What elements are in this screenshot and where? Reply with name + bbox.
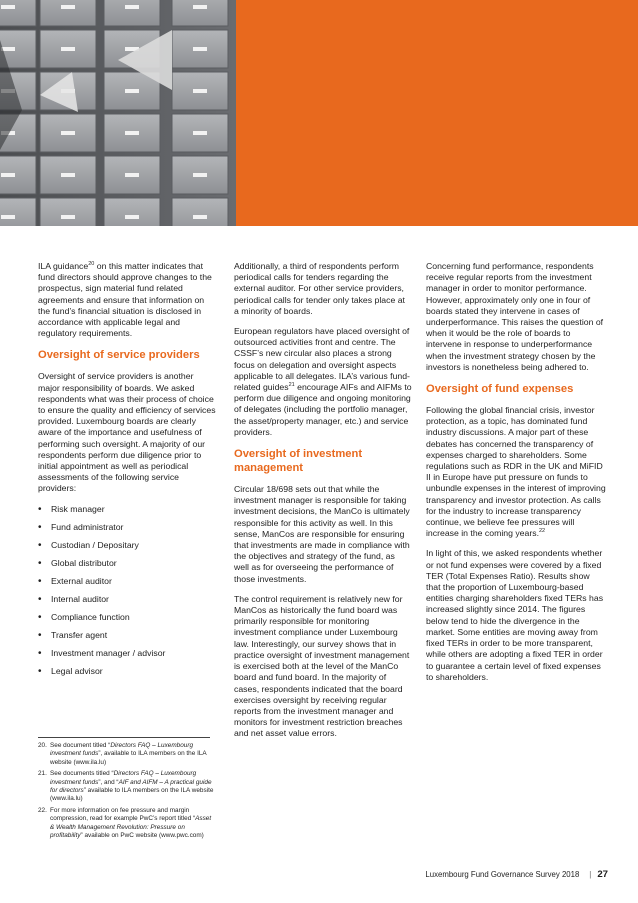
cabinet-drawer	[172, 198, 228, 226]
column-2	[234, 261, 412, 749]
cabinet-drawer	[40, 198, 96, 226]
drawer-handle	[125, 173, 139, 177]
drawer-handle	[61, 5, 75, 9]
list-item: • Internal auditor	[38, 594, 216, 612]
list-item: • External auditor	[38, 576, 216, 594]
list-item: • Compliance function	[38, 612, 216, 630]
page-number: 27	[597, 869, 608, 880]
drawer-handle	[193, 131, 207, 135]
tenders-paragraph: Additionally, a third of respondents perform periodical calls for tenders regarding the external auditor. For other service providers, periodical calls for tender only takes place at a minority of boards.	[234, 261, 405, 316]
financial-crisis-paragraph: Following the global financial crisis, investor protection, as a topic, has dominated fund industry discussions. A major part of these debates has concerned the transparency of expenses charged to shareholders. Some regulations such as RDR in the UK and MiFID II in Europe have put pressure on funds to unbundle expenses in the interest of improving transparency and investor protection. As calls for the industry to increase transparency continue, we believe fee pressures will increase in the coming years.$^{22}$	[426, 405, 606, 539]
drawer-handle	[125, 131, 139, 135]
drawer-handle	[125, 215, 139, 219]
footer-separator: |	[589, 870, 592, 879]
column-3	[426, 261, 606, 692]
drawer-handle	[1, 215, 15, 219]
footnote-22: 22. For more information on fee pressure and margin compression, read for example PwC’s report titled “Asset & Wealth Management Revolution: Pressure on profitability” available on PwC website (www.pwc.com)	[38, 806, 212, 840]
column-1	[38, 261, 216, 684]
footer-title: Luxembourg Fund Governance Survey 2018	[425, 870, 580, 879]
fund-performance-paragraph: Concerning fund performance, respondents receive regular reports from the investment manager in order to monitor performance. However, approximately only one in four of boards stated they intervene in cases of underperformance. This raises the question of when it would be the role of boards to intervene in response to underperformance when the investment strategy chosen by the investors is nonetheless being adhered to.	[426, 261, 604, 372]
regulators-paragraph: European regulators have placed oversight of outsourced activities front and centre. The CSSF’s new circular also places a strong focus on delegation and oversight aspects applicable to all delegates. ILA’s various fund-related guides$^{21}$ encourage AIFs and AIFMs to perform due diligence and ongoing monitoring of delegates (including the portfolio manager, the asset/property manager, etc.) and service providers.	[234, 326, 412, 437]
drawer-handle	[125, 89, 139, 93]
drawer-handle	[61, 173, 75, 177]
drawer-handle	[1, 173, 15, 177]
heading-oversight-fund-expenses: Oversight of fund expenses	[426, 383, 574, 396]
list-item: • Investment manager / advisor	[38, 648, 216, 666]
footnotes	[38, 742, 216, 843]
list-item: • Global distributor	[38, 558, 216, 576]
list-item: • Legal advisor	[38, 666, 216, 684]
drawer-handle	[125, 5, 139, 9]
drawer-handle	[61, 47, 75, 51]
drawer-handle	[193, 89, 207, 93]
service-providers-paragraph: Oversight of service providers is another major responsibility of boards. We asked respondents what was their process of choice to ensure the quality and efficiency of services provided. Luxembourg boards are clearly aware of the importance and usefulness of performing such oversight. A majority of our respondents perform due diligence prior to initial appointment as well as periodical assessments of the following service providers:	[38, 371, 216, 494]
cabinet-drawer	[40, 0, 96, 26]
drawer-handle	[61, 131, 75, 135]
cabinet-drawer	[0, 198, 36, 226]
list-item: • Transfer agent	[38, 630, 216, 648]
cabinet-drawer	[0, 0, 36, 26]
circular-paragraph: Circular 18/698 sets out that while the investment manager is responsible for taking investment decisions, the ManCo is ultimately responsible for this activity as well. In this sense, ManCos are responsible for ensuring that investments are made in compliance with the objectives and strategy of the fund, as well as for overseeing the performance of those investments.	[234, 484, 410, 584]
footnote-21: 21. See documents titled “Directors FAQ – Luxembourg investment funds”, and “AIF and AIFM – A practical guide for directors” available to ILA members on the ILA website (www.ila.lu)	[38, 770, 214, 803]
heading-oversight-investment-management: Oversight of investment management	[234, 448, 363, 475]
service-providers-list	[38, 504, 216, 684]
cabinet-drawer	[172, 0, 228, 26]
orange-accent-block	[236, 0, 638, 226]
cabinet-drawer	[104, 0, 160, 26]
drawer-handle	[193, 5, 207, 9]
footnote-20: 20. See document titled “Directors FAQ – Luxembourg investment funds”, available to ILA members on the ILA website (www.ila.lu)	[38, 742, 207, 766]
footnote-divider	[38, 737, 210, 738]
heading-oversight-service-providers: Oversight of service providers	[38, 349, 200, 362]
drawer-handle	[193, 173, 207, 177]
intro-paragraph: ILA guidance$^{20}$ on this matter indicates that fund directors should approve changes to the prospectus, sign material fund related agreements and ensure that information on the fund’s financial situation is disclosed in accordance with applicable legal and regulatory requirements.	[38, 261, 212, 339]
list-item: • Risk manager	[38, 504, 216, 522]
drawer-handle	[61, 215, 75, 219]
header-photo	[0, 0, 638, 226]
control-requirement-paragraph: The control requirement is relatively new for ManCos as historically the fund board was primarily responsible for monitoring investment compliance under Luxembourg law. Interestingly, our survey shows that in practice oversight of investment management is exercised both at the level of the ManCo board and fund board. In the majority of cases, respondents indicated that the board exercises oversight by receiving regular reports from the investment manager and monitors for investment restriction breaches and net asset value errors.	[234, 593, 410, 739]
cabinet-drawer	[104, 198, 160, 226]
drawer-handle	[1, 5, 15, 9]
page-footer	[425, 869, 608, 880]
drawer-handle	[193, 215, 207, 219]
drawer-handle	[193, 47, 207, 51]
fixed-ter-paragraph: In light of this, we asked respondents whether or not fund expenses were covered by a fixed TER (Total Expenses Ratio). Results show that the proportion of Luxembourg-based entities charging shareholders fixed TERs has increased slightly since 2014. The figures below tend to hide the divergence in the market. Some entities are moving away from fixed TERs in order to be more transparent, while others are adopting a fixed TER in order to guarantee a certain level of fixed expenses to shareholders.	[426, 548, 604, 682]
list-item: • Fund administrator	[38, 522, 216, 540]
list-item: • Custodian / Depositary	[38, 540, 216, 558]
